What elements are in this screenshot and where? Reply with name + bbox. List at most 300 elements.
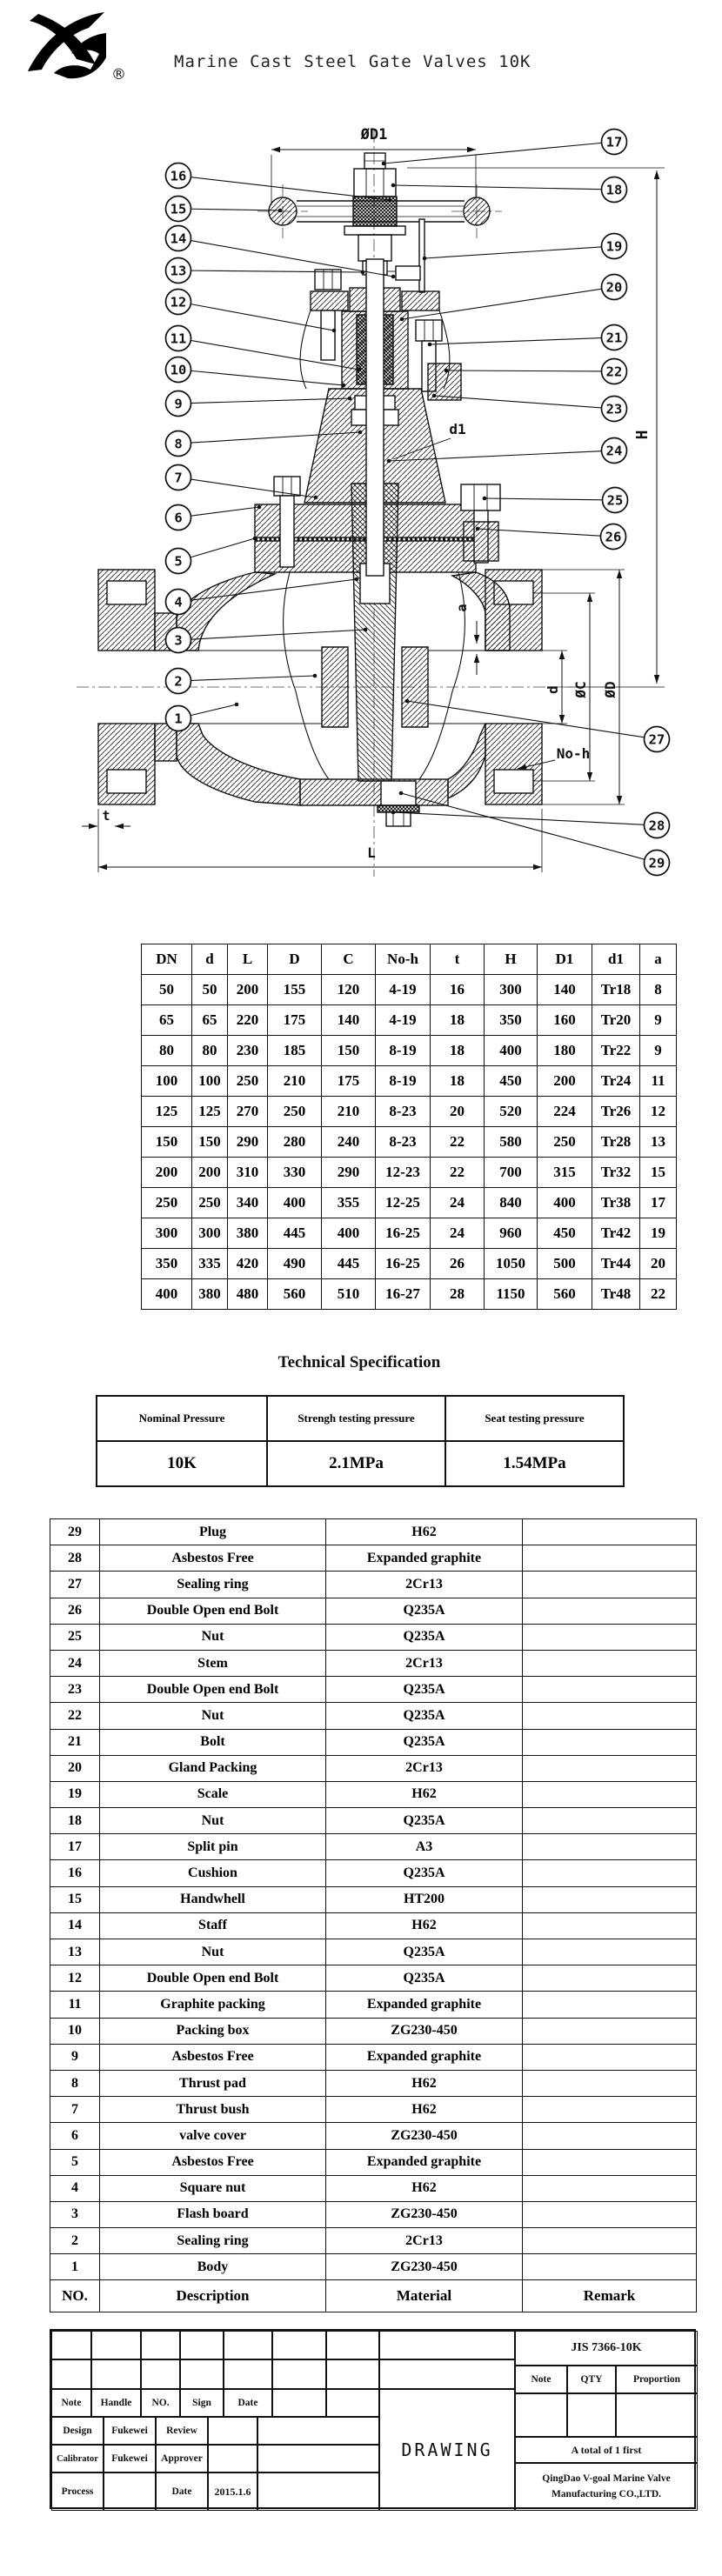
tech-spec-table xyxy=(96,1395,625,1487)
dimension-table-row-dn-50 xyxy=(142,975,677,1005)
dim-cell: 200 xyxy=(538,1066,592,1097)
dim-cell: 450 xyxy=(538,1218,592,1249)
dim-cell: 270 xyxy=(228,1097,268,1127)
dim-cell: 180 xyxy=(538,1036,592,1066)
callout-28 xyxy=(391,811,670,838)
callout-number-6: 6 xyxy=(174,510,183,526)
parts-row-3 xyxy=(50,2201,697,2227)
callout-number-15: 15 xyxy=(170,201,187,217)
tech-spec-title: Technical Specification xyxy=(277,1353,441,1371)
dim-header-t: t xyxy=(431,944,485,975)
dim-cell: Tr38 xyxy=(592,1188,640,1218)
part-remark xyxy=(523,2044,697,2070)
callout-number-12: 12 xyxy=(170,294,187,310)
dim-header-d: d xyxy=(192,944,228,975)
dim-header-d1: d1 xyxy=(592,944,640,975)
dim-cell: 520 xyxy=(485,1097,538,1127)
part-remark xyxy=(523,1703,697,1729)
dim-cell: 17 xyxy=(640,1188,677,1218)
dim-cell: 16-25 xyxy=(376,1218,431,1249)
dim-label-a: a xyxy=(454,604,470,612)
dim-cell: 200 xyxy=(142,1158,192,1188)
qty-label: QTY xyxy=(567,2366,616,2393)
part-material: 2Cr13 xyxy=(326,1650,523,1676)
dim-cell: 490 xyxy=(268,1249,322,1279)
parts-col-description: Description xyxy=(100,2280,326,2312)
part-description: Sealing ring xyxy=(100,2228,326,2254)
part-description: Nut xyxy=(100,1808,326,1834)
part-description: Cushion xyxy=(100,1860,326,1886)
callout-number-1: 1 xyxy=(174,711,183,727)
valve-geometry xyxy=(77,130,665,877)
dim-cell: 12-23 xyxy=(376,1158,431,1188)
title-block-empty-cell xyxy=(224,2331,272,2359)
title-block-calibrator-name: Fukewei xyxy=(104,2445,156,2473)
parts-row-21 xyxy=(50,1729,697,1755)
dim-cell: Tr26 xyxy=(592,1097,640,1127)
part-remark xyxy=(523,1886,697,1912)
part-no: 8 xyxy=(50,2070,100,2096)
dimension-table-row-dn-65 xyxy=(142,1005,677,1036)
part-description: Body xyxy=(100,2254,326,2280)
part-material: H62 xyxy=(326,1781,523,1807)
parts-row-20 xyxy=(50,1755,697,1781)
title-block-empty-cell xyxy=(51,2331,91,2359)
dim-cell: 350 xyxy=(485,1005,538,1036)
callout-10 xyxy=(166,357,346,388)
tech-spec-header-nominal: Nominal Pressure xyxy=(97,1396,267,1441)
callout-number-5: 5 xyxy=(174,553,183,570)
part-no: 17 xyxy=(50,1834,100,1860)
part-material: 2Cr13 xyxy=(326,2228,523,2254)
parts-row-26 xyxy=(50,1598,697,1624)
callout-number-28: 28 xyxy=(648,818,665,834)
title-block-empty-cell xyxy=(257,2473,379,2511)
part-no: 13 xyxy=(50,1939,100,1965)
dim-header-DN: DN xyxy=(142,944,192,975)
title-block-note-label: Note xyxy=(51,2389,91,2417)
parts-header-row xyxy=(50,2280,697,2312)
part-no: 2 xyxy=(50,2228,100,2254)
dim-cell: 8-19 xyxy=(376,1066,431,1097)
dim-cell: 13 xyxy=(640,1127,677,1158)
part-remark xyxy=(523,1992,697,2018)
callout-21 xyxy=(428,325,627,350)
parts-row-17 xyxy=(50,1834,697,1860)
title-block-empty-cell xyxy=(616,2393,698,2437)
callout-19 xyxy=(423,234,627,261)
parts-row-23 xyxy=(50,1677,697,1703)
title-block-empty-cell xyxy=(326,2331,379,2359)
dim-cell: 290 xyxy=(228,1127,268,1158)
dim-cell: 700 xyxy=(485,1158,538,1188)
part-material: 2Cr13 xyxy=(326,1755,523,1781)
dim-cell: 18 xyxy=(431,1036,485,1066)
parts-row-4 xyxy=(50,2175,697,2201)
part-description: Square nut xyxy=(100,2175,326,2201)
dim-label-ØD: ØD xyxy=(602,681,618,698)
dim-cell: 355 xyxy=(322,1188,376,1218)
callout-number-8: 8 xyxy=(174,436,183,452)
callout-2 xyxy=(166,669,318,694)
dim-cell: 125 xyxy=(142,1097,192,1127)
dim-cell: 15 xyxy=(640,1158,677,1188)
title-block-empty-cell xyxy=(326,2359,379,2389)
callout-number-16: 16 xyxy=(170,168,187,184)
dim-cell: 150 xyxy=(322,1036,376,1066)
part-remark xyxy=(523,1781,697,1807)
parts-row-10 xyxy=(50,2018,697,2044)
parts-row-16 xyxy=(50,1860,697,1886)
parts-row-5 xyxy=(50,2149,697,2175)
callout-number-10: 10 xyxy=(170,362,187,378)
part-description: Handwhell xyxy=(100,1886,326,1912)
part-material: Q235A xyxy=(326,1703,523,1729)
dim-cell: 210 xyxy=(268,1066,322,1097)
dim-cell: 24 xyxy=(431,1218,485,1249)
part-no: 1 xyxy=(50,2254,100,2280)
part-description: Double Open end Bolt xyxy=(100,1965,326,1992)
parts-row-6 xyxy=(50,2123,697,2149)
parts-col-remark: Remark xyxy=(523,2280,697,2312)
part-description: Asbestos Free xyxy=(100,2149,326,2175)
part-description: Double Open end Bolt xyxy=(100,1677,326,1703)
part-description: Staff xyxy=(100,1912,326,1939)
dim-cell: 125 xyxy=(192,1097,228,1127)
dimension-table-row-dn-300 xyxy=(142,1218,677,1249)
dim-cell: 50 xyxy=(142,975,192,1005)
dim-cell: 350 xyxy=(142,1249,192,1279)
parts-list-table xyxy=(50,1518,697,2312)
part-remark xyxy=(523,2228,697,2254)
title-block-empty-cell xyxy=(141,2359,180,2389)
title-block-no-label: NO. xyxy=(141,2389,180,2417)
callout-number-17: 17 xyxy=(605,134,623,150)
callout-number-9: 9 xyxy=(174,396,183,412)
dim-cell: 510 xyxy=(322,1279,376,1310)
part-description: Graphite packing xyxy=(100,1992,326,2018)
callout-number-3: 3 xyxy=(174,632,183,649)
dim-cell: 155 xyxy=(268,975,322,1005)
part-description: Split pin xyxy=(100,1834,326,1860)
title-block-approver-label: Approver xyxy=(156,2445,208,2473)
part-description: Asbestos Free xyxy=(100,1545,326,1572)
part-material: H62 xyxy=(326,2070,523,2096)
dim-cell: 560 xyxy=(268,1279,322,1310)
title-block-sign-label: Sign xyxy=(180,2389,224,2417)
tech-spec-header-strength: Strengh testing pressure xyxy=(267,1396,445,1441)
part-remark xyxy=(523,1650,697,1676)
part-no: 23 xyxy=(50,1677,100,1703)
part-description: Asbestos Free xyxy=(100,2044,326,2070)
part-no: 5 xyxy=(50,2149,100,2175)
part-remark xyxy=(523,1519,697,1545)
part-description: Double Open end Bolt xyxy=(100,1598,326,1624)
dim-cell: 400 xyxy=(142,1279,192,1310)
dim-cell: 380 xyxy=(192,1279,228,1310)
dim-label-t: t xyxy=(102,808,110,824)
dimension-table-row-dn-80 xyxy=(142,1036,677,1066)
dim-header-L: L xyxy=(228,944,268,975)
dim-cell: 250 xyxy=(228,1066,268,1097)
part-no: 28 xyxy=(50,1545,100,1572)
part-material: H62 xyxy=(326,2175,523,2201)
part-remark xyxy=(523,1939,697,1965)
dim-cell: Tr20 xyxy=(592,1005,640,1036)
dim-cell: 400 xyxy=(538,1188,592,1218)
part-remark xyxy=(523,1965,697,1992)
part-remark xyxy=(523,2175,697,2201)
callout-number-2: 2 xyxy=(174,673,183,690)
callout-number-20: 20 xyxy=(605,279,623,296)
dim-cell: 1150 xyxy=(485,1279,538,1310)
part-no: 18 xyxy=(50,1808,100,1834)
dim-cell: Tr48 xyxy=(592,1279,640,1310)
title-block-empty-cell xyxy=(180,2359,224,2389)
part-remark xyxy=(523,1624,697,1650)
callout-number-25: 25 xyxy=(606,492,624,509)
callout-number-7: 7 xyxy=(174,470,183,486)
parts-row-13 xyxy=(50,1939,697,1965)
title-block-empty-cell xyxy=(180,2331,224,2359)
dim-cell: 9 xyxy=(640,1005,677,1036)
dim-cell: 420 xyxy=(228,1249,268,1279)
part-material: H62 xyxy=(326,1519,523,1545)
title-block-empty-cell xyxy=(272,2331,326,2359)
dim-cell: 22 xyxy=(431,1158,485,1188)
dim-cell: 9 xyxy=(640,1036,677,1066)
title-block-empty-cell xyxy=(326,2389,379,2417)
part-no: 6 xyxy=(50,2123,100,2149)
title-block xyxy=(50,2329,696,2509)
part-no: 7 xyxy=(50,2097,100,2123)
part-material: Q235A xyxy=(326,1939,523,1965)
part-remark xyxy=(523,2201,697,2227)
drawing-label: DRAWING xyxy=(379,2389,515,2511)
dim-cell: 400 xyxy=(322,1218,376,1249)
part-material: H62 xyxy=(326,2097,523,2123)
tech-spec-header-seat: Seat testing pressure xyxy=(445,1396,624,1441)
title-block-empty-cell xyxy=(104,2473,156,2511)
part-remark xyxy=(523,1834,697,1860)
title-block-empty-cell xyxy=(224,2359,272,2389)
dim-cell: 840 xyxy=(485,1188,538,1218)
title-block-empty-cell xyxy=(272,2359,326,2389)
parts-col-no: NO. xyxy=(50,2280,100,2312)
part-no: 29 xyxy=(50,1519,100,1545)
dimension-table-row-dn-400 xyxy=(142,1279,677,1310)
dim-cell: 250 xyxy=(268,1097,322,1127)
dim-cell: 120 xyxy=(322,975,376,1005)
title-block-date2-label: Date xyxy=(156,2473,208,2511)
dimension-table-header-row xyxy=(142,944,677,975)
callout-number-19: 19 xyxy=(605,238,623,255)
dim-cell: 140 xyxy=(538,975,592,1005)
part-material: ZG230-450 xyxy=(326,2018,523,2044)
parts-row-14 xyxy=(50,1912,697,1939)
dim-header-No-h: No-h xyxy=(376,944,431,975)
part-material: Expanded graphite xyxy=(326,2044,523,2070)
dim-label-d1: d1 xyxy=(449,421,466,437)
title-block-calibrator-label: Calibrator xyxy=(51,2445,104,2473)
part-material: Q235A xyxy=(326,1677,523,1703)
callout-5 xyxy=(166,537,257,574)
part-description: Packing box xyxy=(100,2018,326,2044)
dim-cell: 310 xyxy=(228,1158,268,1188)
part-no: 16 xyxy=(50,1860,100,1886)
callout-15 xyxy=(166,197,283,222)
qty-note-label: Note xyxy=(515,2366,567,2393)
dim-cell: 26 xyxy=(431,1249,485,1279)
part-no: 9 xyxy=(50,2044,100,2070)
part-description: Nut xyxy=(100,1624,326,1650)
dim-cell: 210 xyxy=(322,1097,376,1127)
company-name-line1: QingDao V-goal Marine Valve xyxy=(542,2473,671,2485)
title-block-empty-cell xyxy=(91,2359,141,2389)
callout-number-22: 22 xyxy=(605,364,623,380)
dim-cell: 224 xyxy=(538,1097,592,1127)
dim-cell: 250 xyxy=(142,1188,192,1218)
title-block-empty-cell xyxy=(91,2331,141,2359)
title-block-empty-cell xyxy=(141,2331,180,2359)
dim-cell: Tr42 xyxy=(592,1218,640,1249)
dim-label-d: d xyxy=(545,685,561,694)
part-material: Expanded graphite xyxy=(326,2149,523,2175)
dimension-table-row-dn-100 xyxy=(142,1066,677,1097)
dim-cell: 18 xyxy=(431,1066,485,1097)
callout-number-18: 18 xyxy=(605,182,623,198)
dim-cell: 16-25 xyxy=(376,1249,431,1279)
part-no: 3 xyxy=(50,2201,100,2227)
tech-spec-value-strength: 2.1MPa xyxy=(267,1441,445,1486)
parts-row-27 xyxy=(50,1572,697,1598)
part-material: 2Cr13 xyxy=(326,1572,523,1598)
part-material: ZG230-450 xyxy=(326,2254,523,2280)
part-description: Thrust bush xyxy=(100,2097,326,2123)
dim-cell: 8-19 xyxy=(376,1036,431,1066)
part-no: 10 xyxy=(50,2018,100,2044)
part-remark xyxy=(523,2097,697,2123)
title-block-empty-cell xyxy=(379,2331,515,2359)
part-remark xyxy=(523,1755,697,1781)
title-block-empty-cell xyxy=(257,2417,379,2445)
part-material: H62 xyxy=(326,1912,523,1939)
part-material: Q235A xyxy=(326,1965,523,1992)
title-block-empty-cell xyxy=(567,2393,616,2437)
parts-row-29 xyxy=(50,1519,697,1545)
dim-cell: 19 xyxy=(640,1218,677,1249)
dim-label-H: H xyxy=(633,430,652,440)
dim-cell: 150 xyxy=(142,1127,192,1158)
dim-cell: 200 xyxy=(192,1158,228,1188)
dim-cell: 445 xyxy=(268,1218,322,1249)
dim-cell: Tr24 xyxy=(592,1066,640,1097)
part-material: Q235A xyxy=(326,1598,523,1624)
part-remark xyxy=(523,1729,697,1755)
dim-cell: 20 xyxy=(640,1249,677,1279)
dim-cell: Tr44 xyxy=(592,1249,640,1279)
title-block-empty-cell xyxy=(51,2359,91,2389)
parts-row-24 xyxy=(50,1650,697,1676)
dim-cell: 560 xyxy=(538,1279,592,1310)
title-block-empty-cell xyxy=(257,2445,379,2473)
callout-18 xyxy=(391,177,627,203)
part-material: HT200 xyxy=(326,1886,523,1912)
dim-header-C: C xyxy=(322,944,376,975)
part-remark xyxy=(523,1677,697,1703)
dim-cell: 250 xyxy=(538,1127,592,1158)
dim-cell: 300 xyxy=(485,975,538,1005)
part-description: Nut xyxy=(100,1939,326,1965)
proportion-label: Proportion xyxy=(616,2366,698,2393)
callout-number-21: 21 xyxy=(605,330,623,346)
dim-cell: 4-19 xyxy=(376,975,431,1005)
dim-cell: 200 xyxy=(228,975,268,1005)
dim-label-ØD1: ØD1 xyxy=(360,126,388,143)
dim-cell: 100 xyxy=(142,1066,192,1097)
part-no: 27 xyxy=(50,1572,100,1598)
part-material: Q235A xyxy=(326,1860,523,1886)
title-block-design-label: Design xyxy=(51,2417,104,2445)
dim-cell: 450 xyxy=(485,1066,538,1097)
dim-cell: Tr28 xyxy=(592,1127,640,1158)
title-block-empty-cell xyxy=(208,2417,257,2445)
title-block-empty-cell xyxy=(379,2359,515,2389)
parts-row-28 xyxy=(50,1545,697,1572)
company-name xyxy=(515,2463,698,2511)
part-remark xyxy=(523,2123,697,2149)
dim-cell: 340 xyxy=(228,1188,268,1218)
dim-cell: 8 xyxy=(640,975,677,1005)
gate-valve-section-drawing xyxy=(0,0,722,922)
dimension-table-row-dn-150 xyxy=(142,1127,677,1158)
part-remark xyxy=(523,2018,697,2044)
part-description: Flash board xyxy=(100,2201,326,2227)
title-block-review-label: Review xyxy=(156,2417,208,2445)
callout-number-24: 24 xyxy=(605,443,623,459)
part-no: 14 xyxy=(50,1912,100,1939)
dim-cell: 290 xyxy=(322,1158,376,1188)
parts-row-25 xyxy=(50,1624,697,1650)
part-no: 4 xyxy=(50,2175,100,2201)
dim-header-a: a xyxy=(640,944,677,975)
part-description: Sealing ring xyxy=(100,1572,326,1598)
dim-cell: 20 xyxy=(431,1097,485,1127)
dim-cell: Tr18 xyxy=(592,975,640,1005)
callout-number-27: 27 xyxy=(648,731,665,748)
registered-trademark-icon: ® xyxy=(111,66,126,83)
dim-cell: 4-19 xyxy=(376,1005,431,1036)
callout-25 xyxy=(483,488,628,513)
page-title: Marine Cast Steel Gate Valves 10K xyxy=(174,52,531,71)
dim-cell: 175 xyxy=(268,1005,322,1036)
dim-cell: Tr22 xyxy=(592,1036,640,1066)
title-block-empty-cell xyxy=(272,2389,326,2417)
part-material: A3 xyxy=(326,1834,523,1860)
dim-cell: 8-23 xyxy=(376,1097,431,1127)
part-material: Q235A xyxy=(326,1729,523,1755)
part-description: Nut xyxy=(100,1703,326,1729)
dimension-table-row-dn-350 xyxy=(142,1249,677,1279)
callout-1 xyxy=(166,703,239,731)
part-no: 19 xyxy=(50,1781,100,1807)
dimension-table xyxy=(141,944,677,1310)
part-material: Q235A xyxy=(326,1808,523,1834)
dim-label-ØC: ØC xyxy=(572,681,589,698)
part-remark xyxy=(523,1545,697,1572)
parts-row-8 xyxy=(50,2070,697,2096)
dim-cell: 18 xyxy=(431,1005,485,1036)
